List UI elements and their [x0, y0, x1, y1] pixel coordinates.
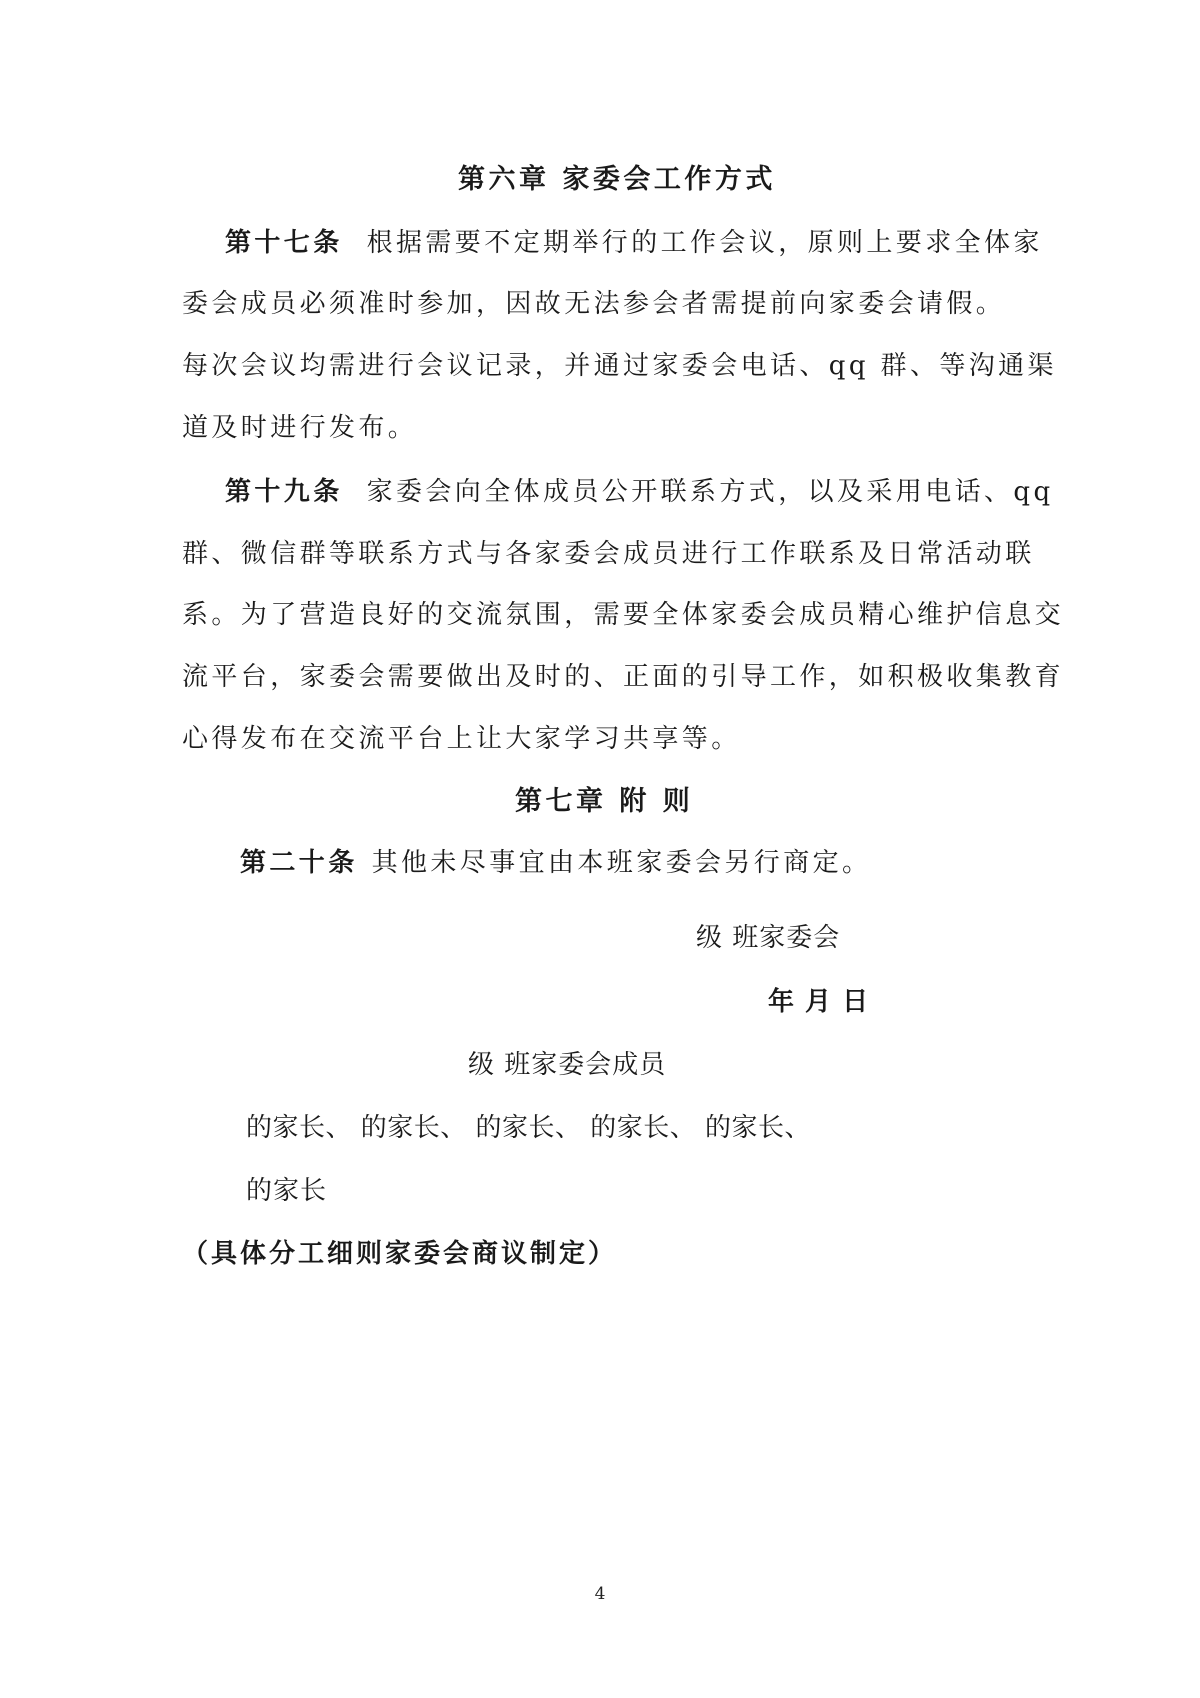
page-number: 4	[594, 1584, 606, 1604]
article19-line-5: 心得发布在交流平台上让大家学习共享等。	[182, 724, 741, 754]
chapter7-title: 第七章 附 则	[515, 786, 694, 817]
members-row-2: 的家长	[246, 1176, 328, 1206]
article17-line-4: 道及时进行发布。	[182, 413, 418, 443]
members-heading: 级 班家委会成员	[468, 1050, 667, 1080]
signature-committee: 级 班家委会	[696, 923, 841, 953]
article20-text: 其他未尽事宜由本班家委会另行商定。	[371, 848, 872, 878]
article19-line-1	[225, 475, 1054, 509]
article19-line-2: 群、微信群等联系方式与各家委会成员进行工作联系及日常活动联	[182, 539, 1035, 569]
article19-line-3: 系。为了营造良好的交流氛围，需要全体家委会成员精心维护信息交	[182, 600, 1065, 630]
article19-text-1: 家委会向全体成员公开联系方式，以及采用电话、qq	[366, 477, 1054, 507]
article17-label: 第十七条	[225, 228, 343, 258]
signature-date: 年 月 日	[768, 987, 870, 1017]
members-row-1: 的家长、 的家长、 的家长、 的家长、 的家长、	[246, 1113, 812, 1143]
article17-line-1	[225, 226, 1043, 260]
article20-label: 第二十条	[240, 848, 358, 878]
article17-line-3: 每次会议均需进行会议记录，并通过家委会电话、qq 群、等沟通渠	[182, 351, 1057, 381]
division-note: （具体分工细则家委会商议制定）	[182, 1239, 618, 1269]
chapter6-title: 第六章 家委会工作方式	[458, 164, 776, 195]
article17-line-2: 委会成员必须准时参加，因故无法参会者需提前向家委会请假。	[182, 289, 1006, 319]
article19-label: 第十九条	[225, 477, 343, 507]
article20-line	[240, 846, 871, 880]
article17-text-1: 根据需要不定期举行的工作会议，原则上要求全体家	[366, 228, 1043, 258]
article19-line-4: 流平台，家委会需要做出及时的、正面的引导工作，如积极收集教育	[182, 662, 1065, 692]
